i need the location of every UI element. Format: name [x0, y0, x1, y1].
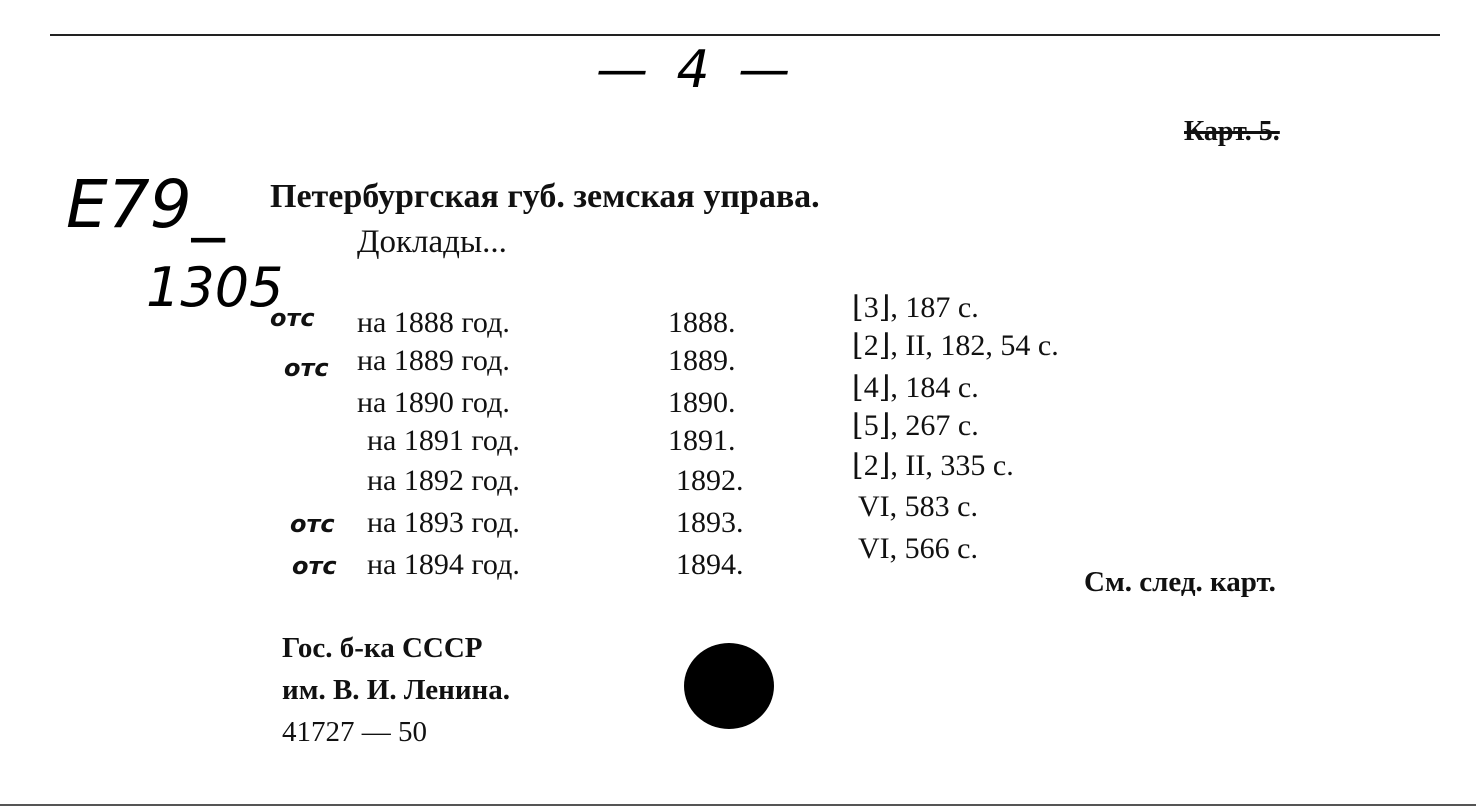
holding-row: [0, 449, 1476, 504]
card-subtitle: Доклады...: [357, 224, 507, 260]
holding-pages: ⌊2⌋, II, 182, 54 с.: [852, 329, 1059, 362]
holding-year: 1891.: [668, 424, 736, 457]
holding-row: [0, 490, 1476, 546]
see-next-card: См. след. карт.: [1084, 566, 1276, 598]
holding-label: на 1894 год.: [367, 548, 520, 581]
holding-year: 1889.: [668, 344, 736, 377]
shelfmark-code: E79_: [66, 166, 225, 243]
holding-pages: ⌊3⌋, 187 с.: [852, 291, 979, 324]
holding-label: на 1890 год.: [357, 386, 510, 419]
holding-label: на 1893 год.: [367, 506, 520, 539]
holding-row: [0, 371, 1476, 426]
holding-label: на 1889 год.: [357, 344, 510, 377]
holding-year: 1888.: [668, 306, 736, 339]
print-order-number: 41727 — 50: [282, 716, 427, 748]
holding-label: на 1891 год.: [367, 424, 520, 457]
holding-year: 1893.: [676, 506, 744, 539]
card-reference: Карт. 5.: [1184, 116, 1280, 147]
handwritten-mark: отс: [284, 354, 329, 382]
bottom-rule: [0, 804, 1476, 806]
holding-label: на 1892 год.: [367, 464, 520, 497]
holding-year: 1894.: [676, 548, 744, 581]
holding-pages: ⌊2⌋, II, 335 с.: [852, 449, 1014, 482]
handwritten-mark: отс: [290, 510, 335, 538]
handwritten-mark: отс: [270, 304, 315, 332]
holding-row: [0, 409, 1476, 464]
holding-row: [0, 329, 1476, 384]
holding-pages: ⌊5⌋, 267 с.: [852, 409, 979, 442]
handwritten-mark: отс: [292, 552, 337, 580]
holding-year: 1890.: [668, 386, 736, 419]
holding-pages: ⌊4⌋, 184 с.: [852, 371, 979, 404]
punch-hole: [684, 643, 774, 729]
library-name: Гос. б-ка СССР: [282, 632, 483, 664]
holding-row: [0, 291, 1476, 346]
holding-year: 1892.: [676, 464, 744, 497]
shelfmark-number: 1305: [146, 256, 284, 319]
holding-label: на 1888 год.: [357, 306, 510, 339]
top-rule: [50, 34, 1440, 36]
holding-pages: VI, 583 с.: [858, 490, 978, 523]
card-title: Петербургская губ. земская управа.: [270, 178, 820, 215]
library-dedication: им. В. И. Ленина.: [282, 674, 511, 706]
holding-pages: VI, 566 с.: [858, 532, 978, 565]
page-number: — 4 —: [596, 40, 797, 100]
